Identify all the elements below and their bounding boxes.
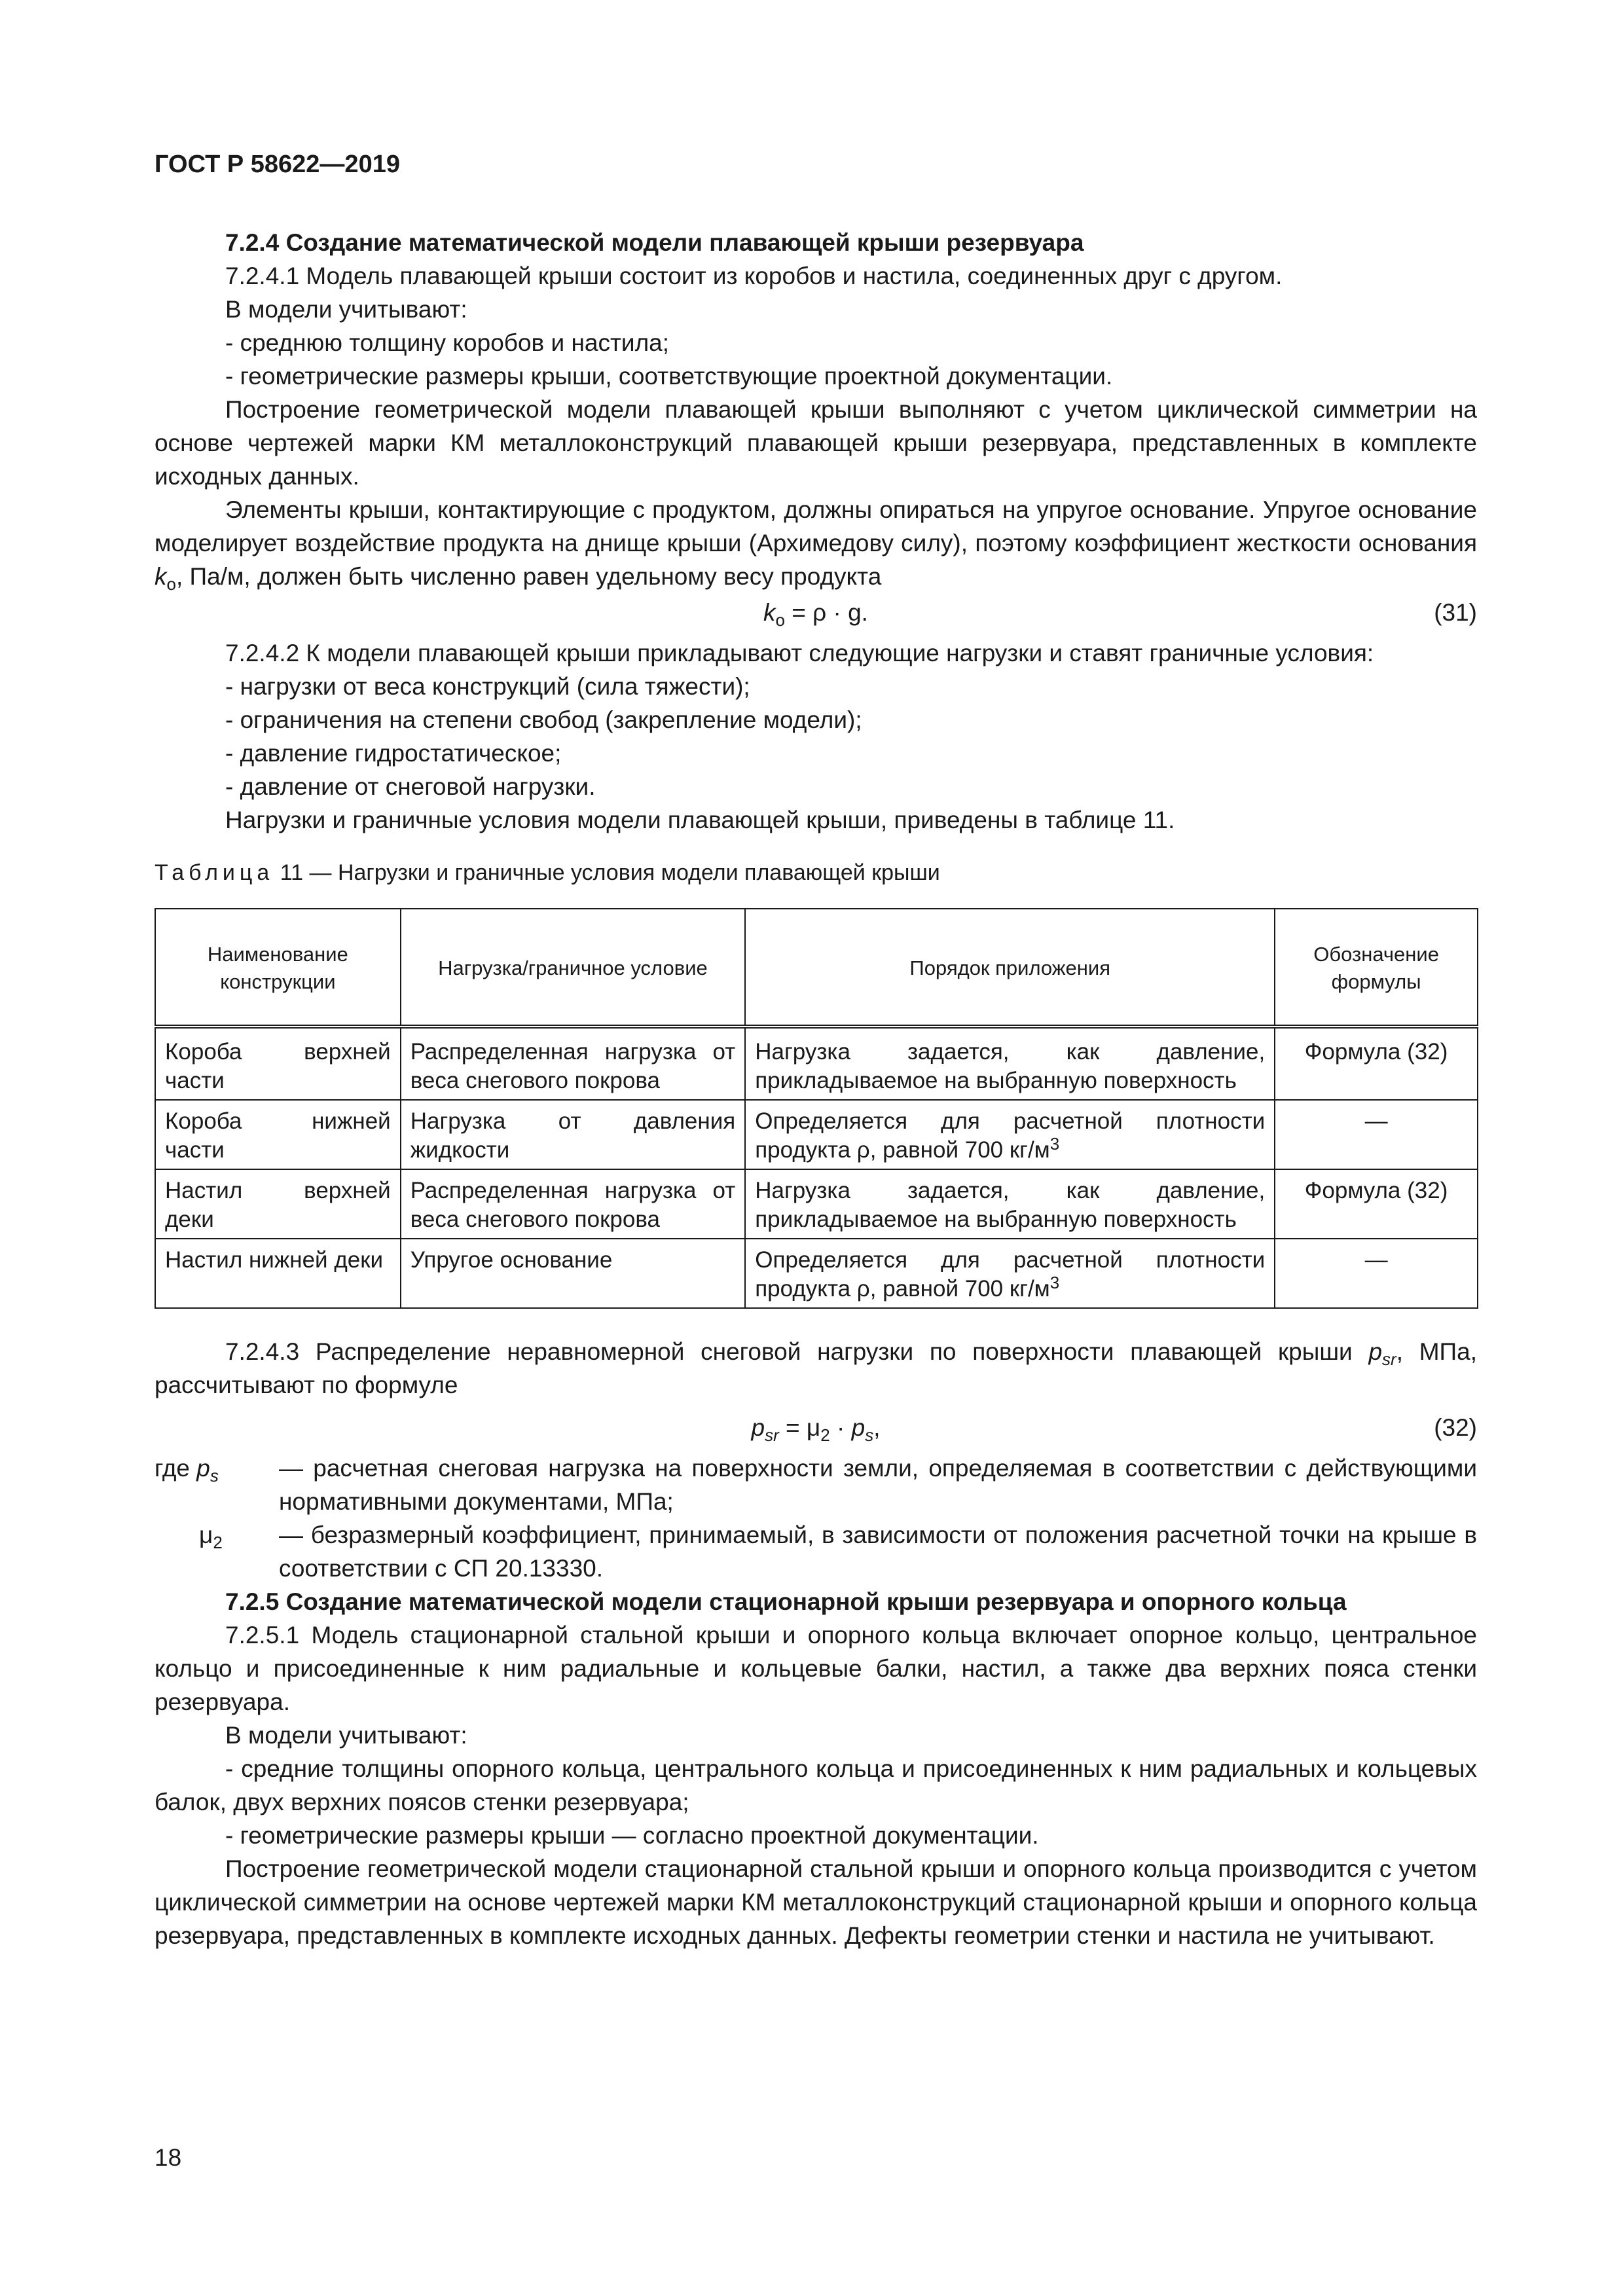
table-cell: Распределенная нагрузка от веса снегового покрова — [401, 1027, 746, 1100]
paragraph: Построение геометрической модели плавающей крыши выполняют с учетом циклической симметрии на основе чертежей марки КМ металлоконструкций плавающей крыши резервуара, представленных в комплекте исходных данных. — [155, 396, 1477, 490]
paragraph: 7.2.4.2 К модели плавающей крыши прикладывают следующие нагрузки и ставят граничные условия: — [225, 640, 1374, 666]
legend-item: где $p_s$ — расчетная снеговая нагрузка на поверхности земли, определяемая в соответствии с действующими нормативными документами, МПа; — [155, 1455, 1477, 1515]
table-cell: Распределенная нагрузка от веса снегового покрова — [401, 1169, 746, 1239]
list-item: - нагрузки от веса конструкций (сила тяжести); — [225, 673, 750, 700]
list-item: - давление от снеговой нагрузки. — [225, 773, 596, 800]
table-row — [155, 1027, 1478, 1100]
formula-32: $p_{sr} = \mu_2 \cdot p_s$, (32) — [155, 1411, 1477, 1449]
list-item: - ограничения на степени свобод (закрепление модели); — [225, 706, 862, 733]
table-cell: Короба нижней части — [155, 1100, 401, 1169]
paragraph: Построение геометрической модели стационарной стальной крыши и опорного кольца производится с учетом циклической симметрии на основе чертежей марки КМ металлоконструкций стационарной крыши и опорного кольца резервуара, представленных в комплекте исходных данных. Дефекты геометрии стенки и настила не учитывают. — [155, 1855, 1477, 1949]
paragraph: 7.2.5.1 Модель стационарной стальной крыши и опорного кольца включает опорное кольцо, центральное кольцо и присоединенные к ним радиальные и кольцевые балки, настил, а также два верхних пояса стенки резервуара. — [155, 1622, 1477, 1715]
list-item: - средние толщины опорного кольца, центрального кольца и присоединенных к ним радиальных и кольцевых балок, двух верхних поясов стенки резервуара; — [155, 1755, 1477, 1815]
paragraph: 7.2.4.3 Распределение неравномерной снеговой нагрузки по поверхности плавающей крыши $p_{sr}$, МПа, рассчитывают по формуле — [155, 1338, 1477, 1398]
column-header: Наименование конструкции — [155, 909, 401, 1027]
table-row — [155, 1169, 1478, 1239]
paragraph: Нагрузки и граничные условия модели плавающей крыши, приведены в таблице 11. — [225, 807, 1175, 833]
legend-item: $\mu_2$ — безразмерный коэффициент, принимаемый, в зависимости от положения расчетной точки на крыше в соответствии с СП 20.13330. — [199, 1522, 1477, 1582]
table-cell: Нагрузка задается, как давление, прикладываемое на выбранную поверхность — [745, 1027, 1275, 1100]
table-row — [155, 1100, 1478, 1169]
column-header: Нагрузка/граничное условие — [401, 909, 746, 1027]
paragraph: Элементы крыши, контактирующие с продуктом, должны опираться на упругое основание. Упругое основание моделирует воздействие продукта на днище крыши (Архимедову силу), поэтому коэффициент жесткости основания $k_о$, Па/м, должен быть численно равен удельному весу продукта — [155, 496, 1477, 594]
formula-number: (31) — [1434, 599, 1477, 626]
list-item: - геометрические размеры крыши, соответствующие проектной документации. — [225, 363, 1113, 390]
table-cell: Определяется для расчетной плотности продукта ρ, равной 700 $кг/м^3$ — [745, 1100, 1275, 1169]
table-cell: Формула (32) — [1275, 1169, 1478, 1239]
table-11 — [155, 908, 1478, 1309]
table-cell: Нагрузка от давления жидкости — [401, 1100, 746, 1169]
column-header: Обозначение формулы — [1275, 909, 1478, 1027]
table-cell: Настил верхней деки — [155, 1169, 401, 1239]
list-item: - среднюю толщину коробов и настила; — [225, 329, 670, 356]
section-heading-7-2-4: 7.2.4 Создание математической модели плавающей крыши резервуара — [225, 229, 1084, 256]
table-cell: — — [1275, 1239, 1478, 1308]
table-cell: Определяется для расчетной плотности продукта ρ, равной 700 $кг/м^3$ — [745, 1239, 1275, 1308]
table-cell: Формула (32) — [1275, 1027, 1478, 1100]
table-header-row — [155, 909, 1478, 1027]
document-header: ГОСТ Р 58622—2019 — [155, 151, 400, 178]
formula-31: $k_о = \rho \cdot g$. (31) — [155, 596, 1477, 634]
table-cell: Упругое основание — [401, 1239, 746, 1308]
formula-legend — [155, 1451, 1477, 1585]
column-header: Порядок приложения — [745, 909, 1275, 1027]
table-cell: Настил нижней деки — [155, 1239, 401, 1308]
page-number: 18 — [155, 2144, 182, 2171]
list-item: - давление гидростатическое; — [225, 740, 562, 767]
list-item: - геометрические размеры крыши — согласно проектной документации. — [225, 1822, 1039, 1849]
table-cell: Короба верхней части — [155, 1027, 401, 1100]
formula-number: (32) — [1434, 1414, 1477, 1441]
table-cell: — — [1275, 1100, 1478, 1169]
table-caption: Таблица 11 — Нагрузки и граничные условия модели плавающей крыши — [155, 860, 940, 885]
table-row — [155, 1239, 1478, 1308]
paragraph: В модели учитывают: — [225, 1722, 467, 1749]
paragraph: В модели учитывают: — [225, 296, 467, 323]
page-content — [155, 226, 1477, 1952]
paragraph: 7.2.4.1 Модель плавающей крыши состоит из коробов и настила, соединенных друг с другом. — [225, 263, 1283, 289]
section-heading-7-2-5: 7.2.5 Создание математической модели стационарной крыши резервуара и опорного кольца — [225, 1588, 1347, 1615]
table-cell: Нагрузка задается, как давление, прикладываемое на выбранную поверхность — [745, 1169, 1275, 1239]
